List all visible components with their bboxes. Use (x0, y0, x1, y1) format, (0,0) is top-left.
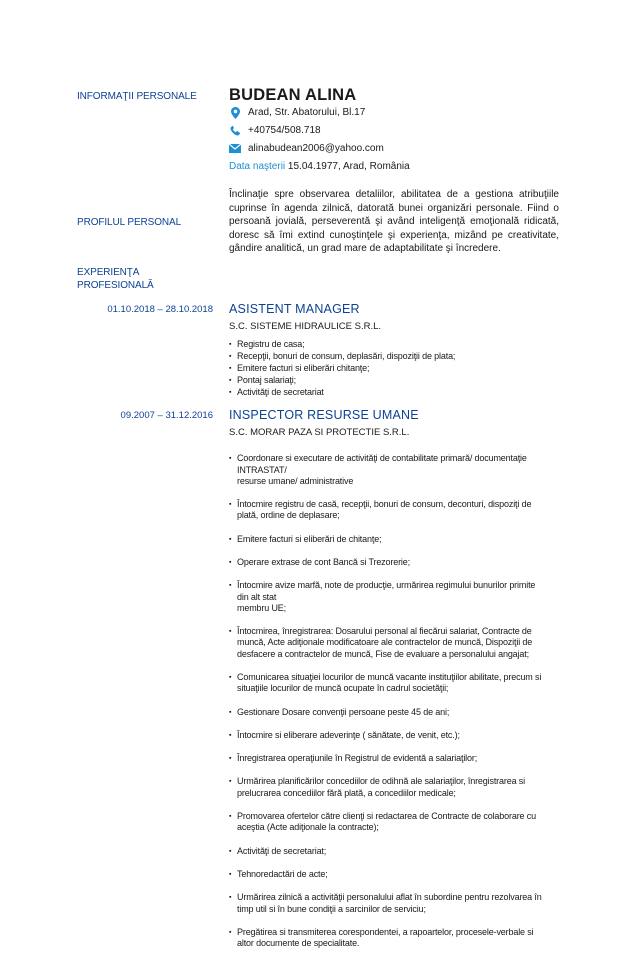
list-item: ▪ Activităţi de secretariat; (229, 846, 547, 857)
list-item: ▪ Comunicarea situaţiei locurilor de muncă vacante instituţiilor abilitate, precum si situaţiile locurilor de muncă ocupate în cadrul societăţii; (229, 672, 547, 695)
section-experience-line2: PROFESIONALĂ (77, 280, 154, 291)
section-experience (77, 266, 154, 292)
list-item: ▪ Întocmire avize marfă, note de producţie, urmărirea regimului bunurilor primite din alt stat membru UE; (229, 580, 547, 614)
list-item: ▪ Emitere facturi si eliberări de chitanţe; (229, 534, 547, 545)
list-item: ▪ Pregătirea si transmiterea corespondentei, a rapoartelor, procesele-verbale si altor documente de specialitate. (229, 927, 547, 950)
phone-row (229, 124, 321, 137)
job-title: ASISTENT MANAGER (229, 302, 360, 316)
list-item: ▪ Operare extrase de cont Bancă si Trezorerie; (229, 557, 547, 568)
list-item: ▪ Recepţii, bonuri de consum, deplasări, dispoziţii de plata; (229, 351, 547, 362)
section-experience-line1: EXPERIENŢA (77, 267, 140, 278)
list-item: ▪ Coordonare si executare de activităţi de contabilitate primară/ documentaţie INTRASTAT/ resurse umane/ administrative (229, 453, 547, 487)
dob-value: 15.04.1977, Arad, România (287, 161, 410, 172)
location-pin-icon (229, 107, 241, 119)
list-item: ▪ Întocmire registru de casă, recepţii, bonuri de consum, deconturi, dispoziţi de plată, ordine de deplasare; (229, 499, 547, 522)
list-item: ▪ Întocmirea, înregistrarea: Dosarului personal al fiecărui salariat, Contracte de muncă, Acte adiţionale modificatoare ale contractelor de muncă, Dispoziţii de desfacere a contractelor de muncă, Fise de evaluare a personalului angajat; (229, 626, 547, 660)
list-item: ▪ Întocmire si eliberare adeverinţe ( sănătate, de venit, etc.); (229, 730, 547, 741)
email-row (229, 142, 384, 155)
list-item: ▪ Tehnoredactări de acte; (229, 869, 547, 880)
email-text[interactable]: alinabudean2006@yahoo.com (248, 143, 384, 154)
person-name: BUDEAN ALINA (229, 86, 357, 104)
list-item: ▪ Gestionare Dosare convenţii persoane peste 45 de ani; (229, 707, 547, 718)
address-row (229, 106, 365, 119)
list-item: ▪ Urmărirea planificărilor concediilor de odihnă ale salariaţilor, înregistrarea si prelucrarea concediilor fără plată, a concediilor medicale; (229, 776, 547, 799)
job-company: S.C. MORAR PAZA SI PROTECTIE S.R.L. (229, 427, 410, 438)
list-item: ▪ Înregistrarea operaţiunile în Registrul de evidentă a salariaţilor; (229, 753, 547, 764)
job-dates: 09.2007 – 31.12.2016 (120, 410, 213, 421)
phone-icon (229, 125, 241, 137)
list-item: ▪ Pontaj salariaţi; (229, 375, 547, 386)
list-item: ▪ Promovarea ofertelor către clienţi si redactarea de Contracte de colaborare cu aceştia (Acte adiţionale la contracte); (229, 811, 547, 834)
section-personal-info: INFORMAŢII PERSONALE (77, 91, 197, 102)
list-item: ▪ Activităţi de secretariat (229, 387, 547, 398)
list-item: ▪ Registru de casa; (229, 339, 547, 350)
address-text: Arad, Str. Abatorului, Bl.17 (248, 107, 366, 118)
dob-label: Data naşterii (229, 161, 286, 172)
job-company: S.C. SISTEME HIDRAULICE S.R.L. (229, 321, 382, 332)
dob-row (229, 160, 410, 173)
section-profile: PROFILUL PERSONAL (77, 217, 182, 228)
phone-text: +40754/508.718 (248, 125, 321, 136)
profile-text: Înclinaţie spre observarea detaliilor, abilitatea de a gestiona atribuţiile cuprinse în agenda zilnică, datorată bunei organizări personale. Fiind o persoană jovială, perseverentă şi având inteligenţă emoţională ridicată, doresc să îmi extind cunoştinţele şi experienţa, mizând pe creativitate, gândire analitică, un grad mare de adaptabilitate şi încredere. (229, 189, 559, 255)
list-item: ▪ Emitere facturi si eliberări chitanţe; (229, 363, 547, 374)
job-duties-list (229, 442, 547, 961)
job-dates: 01.10.2018 – 28.10.2018 (107, 304, 213, 315)
job-title: INSPECTOR RESURSE UMANE (229, 408, 419, 422)
list-item: ▪ Urmărirea zilnică a activităţii personalului aflat în subordine pentru rezolvarea în timp util si în bune condiţii a sarcinilor de serviciu; (229, 892, 547, 915)
job-duties-list (229, 339, 547, 399)
envelope-icon (229, 143, 241, 155)
